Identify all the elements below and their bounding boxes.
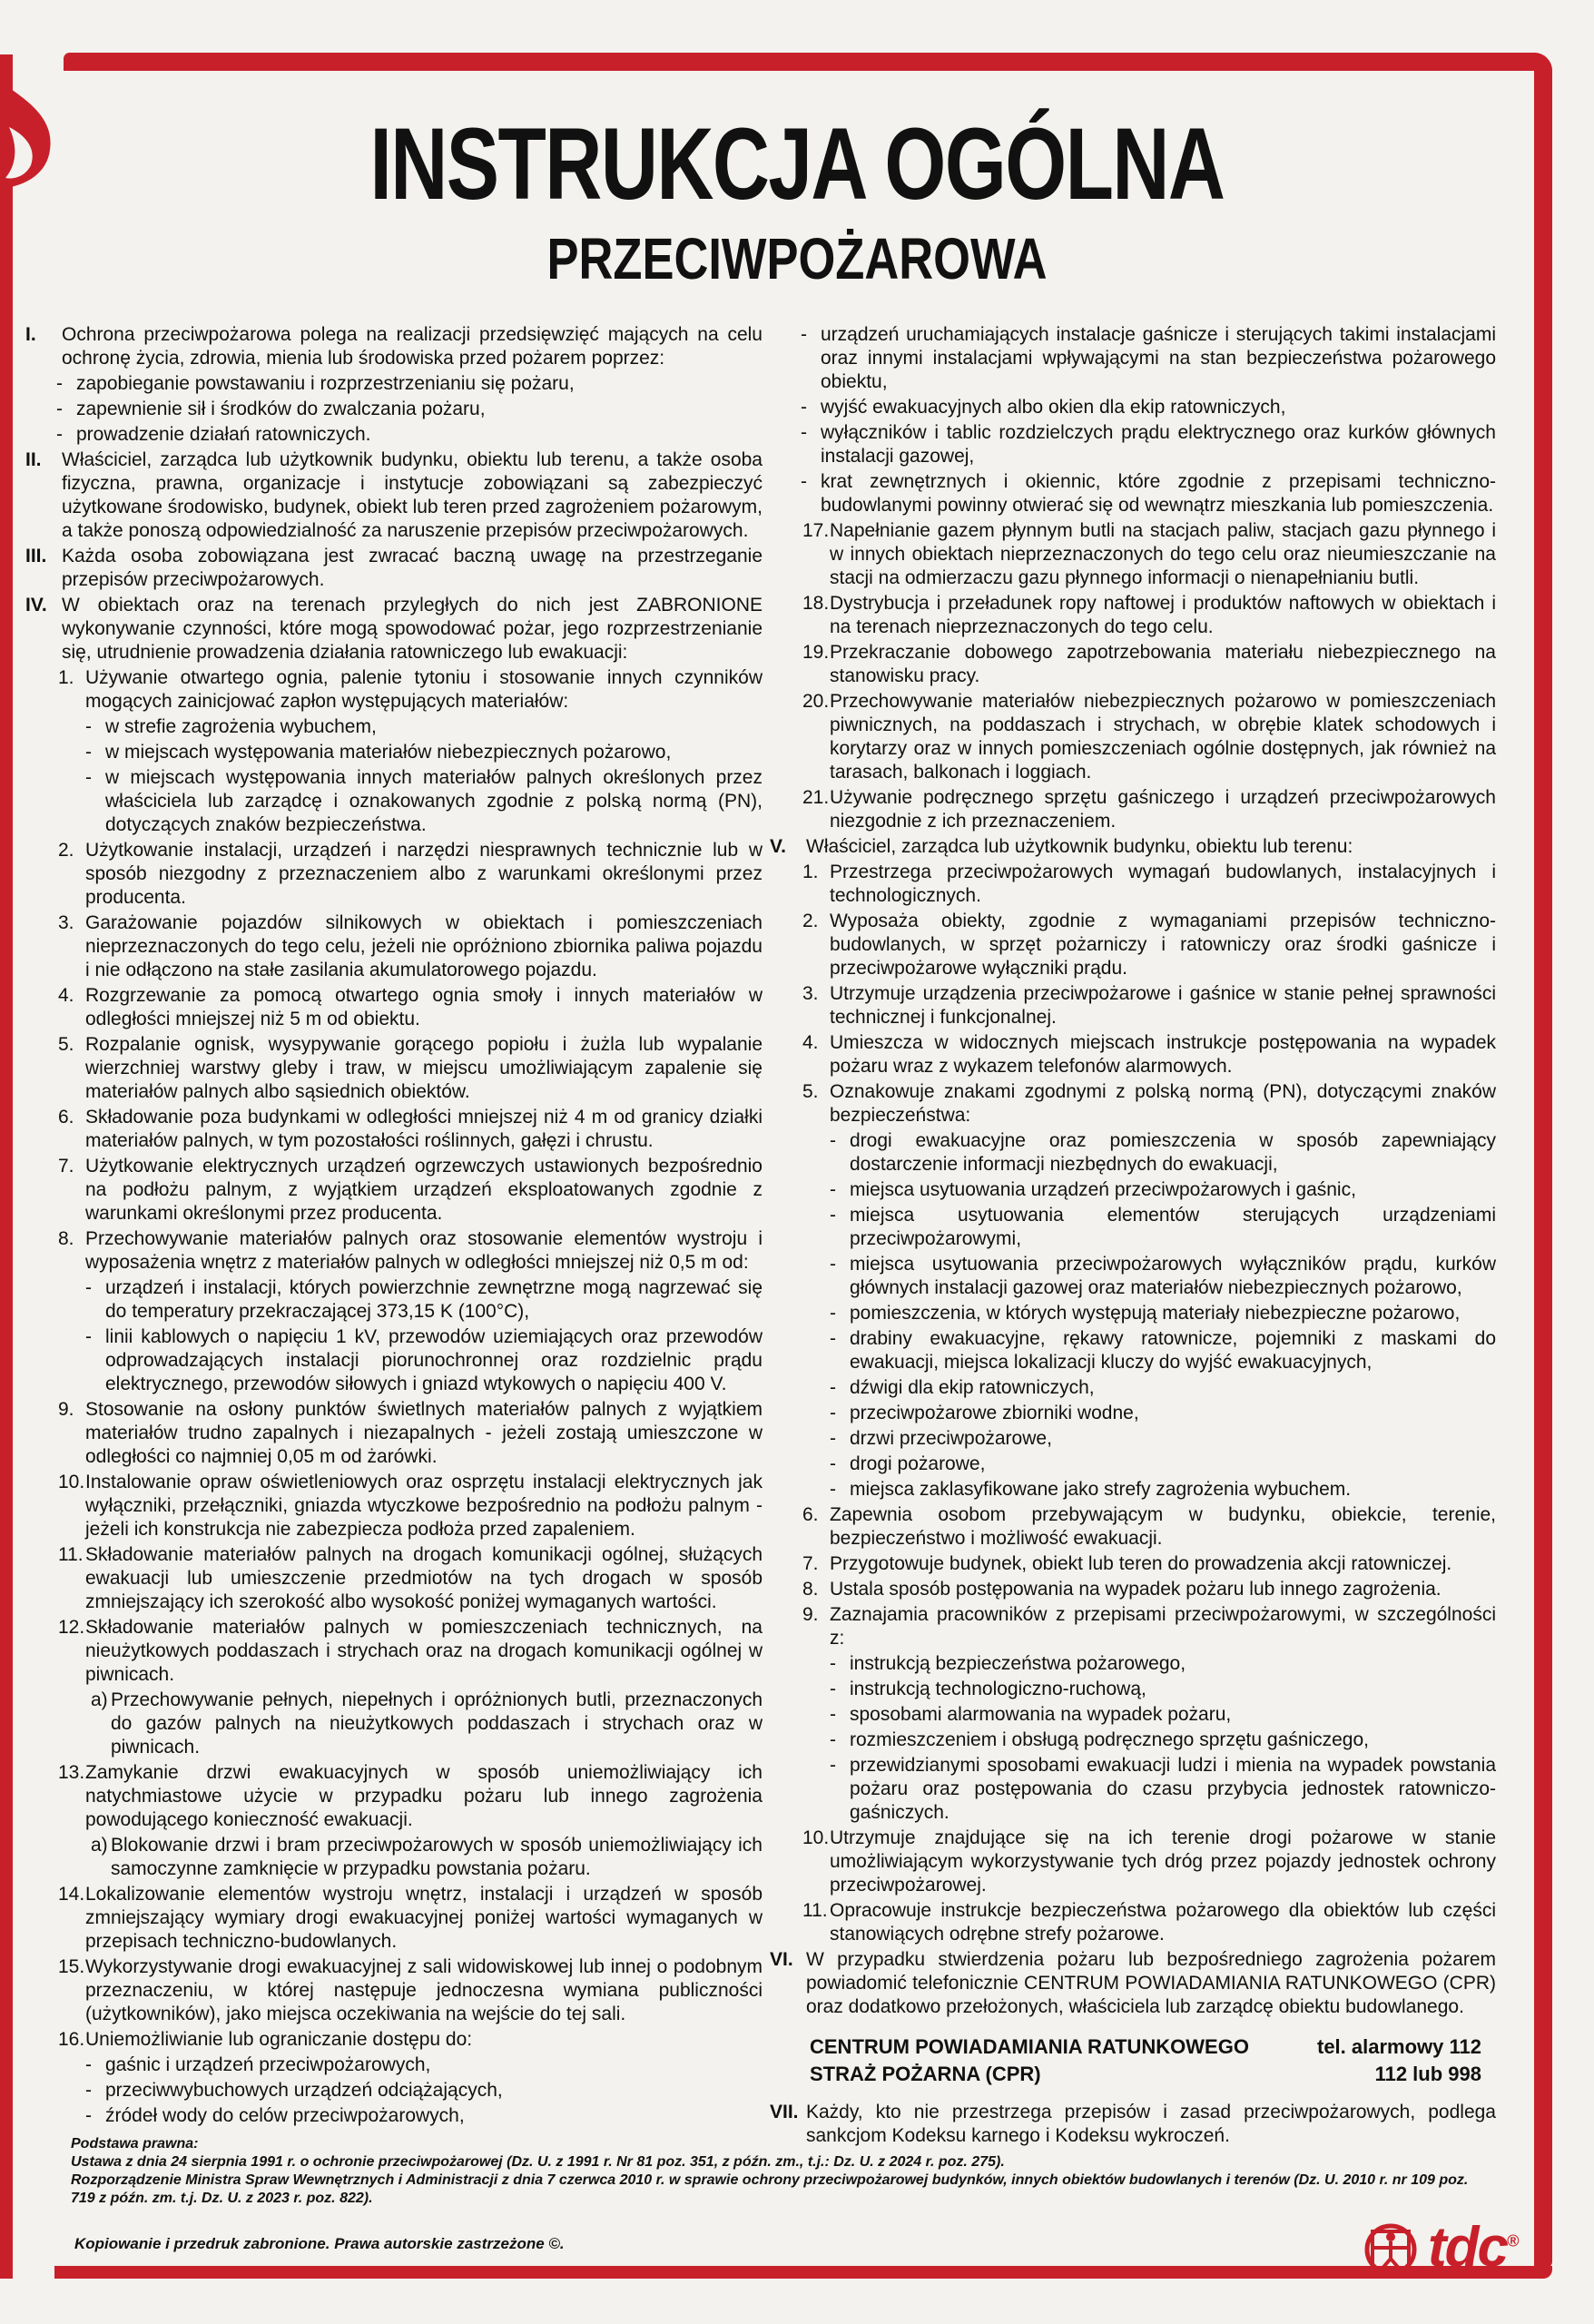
left-item — [25, 1883, 763, 1954]
item-number: 10. — [802, 1827, 830, 1848]
fire-row — [810, 2061, 1481, 2088]
flame-icon — [0, 64, 64, 191]
item-number: 16. — [58, 2029, 85, 2050]
red-frame-bottom — [54, 2266, 1552, 2279]
item-number: - — [801, 397, 807, 418]
registered-mark: ® — [1507, 2231, 1518, 2250]
item-number: 8. — [58, 1228, 74, 1249]
left-item — [25, 2053, 763, 2077]
item-number: - — [830, 1179, 836, 1200]
item-number: V. — [770, 836, 786, 857]
left-item — [25, 2028, 763, 2052]
right-item — [770, 1452, 1496, 1476]
item-number: 2. — [58, 840, 74, 861]
item-text: w miejscach występowania materiałów niebezpiecznych pożarowo, — [105, 742, 672, 763]
item-text: Dystrybucja i przeładunek ropy naftowej i produktów naftowych w obiektach i na terenach nieprzeznaczonych do tego celu. — [830, 593, 1496, 637]
item-text: Napełnianie gazem płynnym butli na stacjach paliw, stacjach gazu płynnego i w innych obiektach nieprzeznaczonych do tego celu oraz nieumieszczanie na stacji na odmierzaczu gazu płynnego informacji o nienapełnianiu butli. — [830, 520, 1496, 588]
right-item — [770, 1253, 1496, 1300]
right-item — [770, 1728, 1496, 1752]
item-number: - — [85, 2054, 92, 2075]
item-text: w miejscach występowania innych materiałów palnych określonych przez właściciela lub zarządcę i oznakowanych zgodnie z polską normą (PN), dotyczących znaków bezpieczeństwa. — [105, 767, 763, 835]
item-text: Właściciel, zarządca lub użytkownik budynku, obiektu lub terenu: — [806, 836, 1353, 857]
item-number: - — [830, 1653, 836, 1674]
right-item — [770, 835, 1496, 859]
item-text: zapewnienie sił i środków do zwalczania pożaru, — [76, 399, 486, 419]
item-text: instrukcją technologiczno-ruchową, — [850, 1679, 1146, 1699]
item-number: - — [830, 1428, 836, 1449]
item-text: Umieszcza w widocznych miejscach instrukcje postępowania na wypadek pożaru wraz z wykazem telefonów alarmowych. — [830, 1032, 1496, 1077]
item-number: 11. — [58, 1544, 84, 1565]
left-item — [25, 1276, 763, 1324]
item-number: - — [801, 471, 807, 492]
item-text: Utrzymuje urządzenia przeciwpożarowe i gaśnice w stanie pełnej sprawności technicznej i funkcjonalnej. — [830, 983, 1496, 1028]
left-item — [25, 2104, 763, 2128]
copyright-footer: Kopiowanie i przedruk zabronione. Prawa autorskie zastrzeżone ©. — [74, 2235, 565, 2252]
red-frame-top — [64, 53, 1552, 71]
item-text: Składowanie materiałów palnych w pomieszczeniach technicznych, na nieużytkowych poddaszach i strychach oraz na drogach komunikacji ogólnej w piwnicach. — [85, 1617, 763, 1685]
right-item — [770, 641, 1496, 688]
right-item — [770, 690, 1496, 784]
item-text: Przechowywanie materiałów palnych oraz stosowanie elementów wystroju i wyposażenia wnętrz z materiałów palnych w odległości mniejszej niż 0,5 m od: — [85, 1228, 763, 1273]
item-text: W przypadku stwierdzenia pożaru lub bezpośredniego zagrożenia pożarem powiadomić telefonicznie CENTRUM POWIADAMIANIA RATUNKOWEGO (CPR) oraz dodatkowo przełożonych, właściciela lub zarządcę obiektu budowlanego. — [806, 1949, 1496, 2017]
left-item — [25, 594, 763, 665]
item-number: 6. — [802, 1504, 819, 1525]
item-number: IV. — [25, 595, 47, 615]
right-column — [770, 323, 1496, 2150]
right-item — [770, 1129, 1496, 1177]
item-text: Zamykanie drzwi ewakuacyjnych w sposób uniemożliwiający ich natychmiastowe użycie w przypadku pożaru lub innego zagrożenia powodującego konieczność ewakuacji. — [85, 1762, 763, 1830]
left-item — [25, 1616, 763, 1687]
item-text: Blokowanie drzwi i bram przeciwpożarowych w sposób uniemożliwiający ich samoczynne zamknięcie w przypadku powstania pożaru. — [111, 1835, 763, 1879]
item-number: VI. — [770, 1949, 793, 1970]
item-number: 14. — [58, 1884, 85, 1905]
item-number: 12. — [58, 1617, 85, 1638]
item-number: 3. — [58, 912, 74, 933]
item-text: W obiektach oraz na terenach przyległych do nich jest ZABRONIONE wykonywanie czynności, które mogą spowodować pożar, jego rozprzestrzenianie się, utrudnienie prowadzenia działania ratowniczego lub ewakuacji: — [62, 595, 763, 663]
item-number: 11. — [802, 1900, 828, 1921]
right-item — [770, 1080, 1496, 1128]
right-item — [770, 982, 1496, 1029]
item-text: przeciwwybuchowych urządzeń odciążających, — [105, 2080, 503, 2101]
item-text: linii kablowych o napięciu 1 kV, przewodów uziemiających oraz przewodów odprowadzających instalacji piorunochronnej oraz rozdzielnic prądu elektrycznego, przewodów siłowych i gniazd wtykowych o napięciu 400 V. — [105, 1326, 763, 1394]
right-item — [770, 1578, 1496, 1601]
page-title: INSTRUKCJA OGÓLNA — [369, 107, 1225, 221]
right-item — [770, 1899, 1496, 1946]
item-text: Używanie podręcznego sprzętu gaśniczego i urządzeń przeciwpożarowych niezgodnie z ich przeznaczeniem. — [830, 787, 1496, 832]
item-number: - — [830, 1679, 836, 1699]
item-number: 13. — [58, 1762, 85, 1783]
left-item — [25, 1227, 763, 1275]
right-item — [770, 421, 1496, 468]
item-text: Każda osoba zobowiązana jest zwracać baczną uwagę na przestrzeganie przepisów przeciwpożarowych. — [62, 546, 763, 590]
left-item — [25, 666, 763, 714]
right-item — [770, 1327, 1496, 1374]
left-item — [25, 984, 763, 1031]
item-number: - — [56, 373, 63, 394]
fire-label: STRAŻ POŻARNA (CPR) — [810, 2063, 1041, 2085]
right-item — [770, 1204, 1496, 1251]
item-number: - — [830, 1704, 836, 1725]
legal-basis — [71, 2135, 1496, 2208]
item-text: Przestrzega przeciwpożarowych wymagań budowlanych, instalacyjnych i technologicznych. — [830, 862, 1496, 906]
item-number: - — [56, 424, 63, 445]
item-text: rozmieszczeniem i obsługą podręcznego sprzętu gaśniczego, — [850, 1729, 1369, 1750]
left-item — [25, 372, 763, 396]
item-number: 20. — [802, 691, 830, 712]
left-item — [25, 839, 763, 910]
item-text: Utrzymuje znajdujące się na ich terenie drogi pożarowe w stanie umożliwiającym wykorzystywanie tych dróg przez pojazdy jednostek ochrony przeciwpożarowej. — [830, 1827, 1496, 1896]
item-text: Zapewnia osobom przebywającym w budynku, obiekcie, terenie, bezpieczeństwo i możliwość ewakuacji. — [830, 1504, 1496, 1549]
legal-basis-line2: Rozporządzenie Ministra Spraw Wewnętrznych i Administracji z dnia 7 czerwca 2010 r. w sprawie ochrony przeciwpożarowej budynków, innych obiektów budowlanych i terenów (Dz. U. 2010 r. nr 109 poz. 719 z późn. zm. t.j. Dz. U. z 2023 r. poz. 822). — [71, 2172, 1469, 2206]
right-item — [770, 1603, 1496, 1650]
left-item — [25, 423, 763, 447]
fire-phone: 112 lub 998 — [1374, 2063, 1481, 2085]
item-number: - — [830, 1377, 836, 1398]
item-text: źródeł wody do celów przeciwpożarowych, — [105, 2105, 465, 2126]
tdc-logo — [1428, 2215, 1517, 2280]
red-frame-right — [1534, 53, 1552, 2268]
item-text: Przygotowuje budynek, obiekt lub teren do prowadzenia akcji ratowniczej. — [830, 1553, 1452, 1574]
item-text: drogi ewakuacyjne oraz pomieszczenia w sposób zapewniający dostarczenie informacji niezbędnych do ewakuacji, — [850, 1130, 1496, 1175]
left-item — [25, 1543, 763, 1614]
item-text: w strefie zagrożenia wybuchem, — [105, 716, 377, 737]
item-number: 17. — [802, 520, 830, 541]
page-subtitle: PRZECIWPOŻAROWA — [546, 226, 1048, 291]
item-number: 19. — [802, 642, 830, 663]
item-text: Przechowywanie pełnych, niepełnych i opróżnionych butli, przeznaczonych do gazów palnych na nieużytkowych poddaszach i strychach oraz w piwnicach. — [111, 1689, 763, 1758]
item-text: dźwigi dla ekip ratowniczych, — [850, 1377, 1095, 1398]
item-text: drabiny ewakuacyjne, rękawy ratownicze, pojemniki z maskami do ewakuacji, miejsca lokalizacji kluczy do wyjść ewakuacyjnych, — [850, 1328, 1496, 1373]
item-number: 4. — [802, 1032, 819, 1053]
item-text: Użytkowanie elektrycznych urządzeń ogrzewczych ustawionych bezpośrednio na podłożu palnym, z wyjątkiem urządzeń eksploatowanych zgodnie z warunkami określonymi przez producenta. — [85, 1156, 763, 1224]
item-text: wyjść ewakuacyjnych albo okien dla ekip ratowniczych, — [821, 397, 1286, 418]
cpr-row — [810, 2034, 1481, 2061]
item-number: - — [830, 1755, 836, 1776]
right-item — [770, 1376, 1496, 1400]
item-number: 9. — [58, 1399, 74, 1420]
right-item — [770, 1703, 1496, 1727]
item-number: - — [85, 1277, 92, 1298]
item-text: zapobieganie powstawaniu i rozprzestrzenianiu się pożaru, — [76, 373, 575, 394]
item-number: - — [85, 742, 92, 763]
item-number: 7. — [802, 1553, 819, 1574]
item-number: 15. — [58, 1956, 85, 1977]
right-item — [770, 1552, 1496, 1576]
right-item — [770, 1031, 1496, 1078]
left-item — [25, 715, 763, 739]
item-number: 10. — [58, 1472, 85, 1492]
item-number: - — [85, 2105, 92, 2126]
item-text: pomieszczenia, w których występują materiały niebezpieczne pożarowo, — [850, 1303, 1461, 1324]
left-item — [25, 911, 763, 982]
right-item — [770, 1178, 1496, 1202]
section-vii-text: Każdy, kto nie przestrzega przepisów i zasad przeciwpożarowych, podlega sankcjom Kodeksu karnego i Kodeksu wykroczeń. — [806, 2102, 1496, 2146]
item-text: przewidzianymi sposobami ewakuacji ludzi i mienia na wypadek powstania pożaru oraz postępowania do czasu przybycia jednostek ratowniczo-gaśniczych. — [850, 1755, 1496, 1823]
item-number: I. — [25, 324, 36, 345]
item-text: urządzeń uruchamiających instalacje gaśnicze i sterujących takimi instalacjami oraz innymi instalacjami wpływającymi na stan bezpieczeństwa pożarowego obiektu, — [821, 324, 1496, 392]
left-item — [25, 1955, 763, 2026]
right-item — [770, 1402, 1496, 1425]
item-text: Przechowywanie materiałów niebezpiecznych pożarowo w pomieszczeniach piwnicznych, na poddaszach i strychach, w obrębie klatek schodowych i korytarzy oraz w innych pomieszczeniach ogólnie dostępnych, jak również na tarasach, balkonach i loggiach. — [830, 691, 1496, 783]
item-number: 7. — [58, 1156, 74, 1177]
item-text: Rozpalanie ognisk, wysypywanie gorącego popiołu i żużla lub wypalanie wierzchniej warstwy gleby i traw, w miejscu umożliwiającym zapalenie się materiałów palnych albo sąsiednich obiektów. — [85, 1034, 763, 1102]
item-text: drogi pożarowe, — [850, 1453, 986, 1474]
item-number: - — [830, 1479, 836, 1500]
item-text: Wyposaża obiekty, zgodnie z wymaganiami przepisów techniczno-budowlanych, w sprzęt pożarniczy i ratowniczy oraz środki gaśnicze i przeciwpożarowe wyłączniki prądu. — [830, 911, 1496, 979]
item-text: Przekraczanie dobowego zapotrzebowania materiału niebezpiecznego na stanowisku pracy. — [830, 642, 1496, 686]
item-text: instrukcją bezpieczeństwa pożarowego, — [850, 1653, 1186, 1674]
right-item — [770, 396, 1496, 419]
item-number: - — [830, 1303, 836, 1324]
item-text: Właściciel, zarządca lub użytkownik budynku, obiektu lub terenu, a także osoba fizyczna, prawna, organizacje i instytucje zobowiązani są zabezpieczyć użytkowane środowisko, budynek, obiekt lub teren przed zagrożeniem pożarowym, a także ponoszą odpowiedzialność za naruszenie przepisów przeciwpożarowych. — [62, 449, 763, 541]
item-number: - — [830, 1403, 836, 1423]
item-number: 8. — [802, 1579, 819, 1600]
cpr-label: CENTRUM POWIADAMIANIA RATUNKOWEGO — [810, 2035, 1249, 2058]
item-number: II. — [25, 449, 42, 470]
right-item — [770, 1827, 1496, 1897]
item-number: - — [830, 1453, 836, 1474]
item-text: miejsca usytuowania przeciwpożarowych wyłączników prądu, kurków głównych instalacji gazowej oraz materiałów niebezpiecznych pożarowo, — [850, 1254, 1496, 1298]
red-frame-left — [0, 54, 13, 2279]
item-text: miejsca usytuowania urządzeń przeciwpożarowych i gaśnic, — [850, 1179, 1356, 1200]
item-text: prowadzenie działań ratowniczych. — [76, 424, 371, 445]
item-text: Używanie otwartego ognia, palenie tytoniu i stosowanie innych czynników mogących zainicjować zapłon występujących materiałów: — [85, 667, 763, 712]
left-item — [25, 1325, 763, 1396]
right-item — [770, 1754, 1496, 1825]
left-item — [25, 545, 763, 592]
item-number: 5. — [58, 1034, 74, 1055]
item-text: Rozgrzewanie za pomocą otwartego ognia smoły i innych materiałów w odległości mniejszej niż 5 m od obiektu. — [85, 985, 763, 1029]
item-text: sposobami alarmowania na wypadek pożaru, — [850, 1704, 1232, 1725]
item-text: miejsca usytuowania elementów sterujących urządzeniami przeciwpożarowymi, — [850, 1205, 1496, 1249]
item-text: Ustala sposób postępowania na wypadek pożaru lub innego zagrożenia. — [830, 1579, 1441, 1600]
cpr-phone: tel. alarmowy 112 — [1317, 2035, 1481, 2058]
item-number: - — [830, 1328, 836, 1349]
item-number: - — [801, 422, 807, 443]
right-item — [770, 519, 1496, 590]
item-text: Lokalizowanie elementów wystroju wnętrz, instalacji i urządzeń w sposób zmniejszający wymiary drogi ewakuacyjnej poniżej wartości wymaganych w przepisach techniczno-budowlanych. — [85, 1884, 763, 1952]
item-text: przeciwpożarowe zbiorniki wodne, — [850, 1403, 1139, 1423]
item-number: 3. — [802, 983, 819, 1004]
left-item — [25, 1398, 763, 1469]
section-vii-number: VII. — [770, 2102, 799, 2122]
item-text: urządzeń i instalacji, których powierzchnie zewnętrzne mogą nagrzewać się do temperatury przekraczającej 373,15 K (100°C), — [105, 1277, 763, 1322]
item-number: - — [801, 324, 807, 345]
item-text: Stosowanie na osłony punktów świetlnych materiałów palnych z wyjątkiem materiałów trudno zapalnych i niezapalnych - jeżeli zostają umieszczone w odległości co najmniej 0,05 m od żarówki. — [85, 1399, 763, 1467]
item-text: Garażowanie pojazdów silnikowych w obiektach i pomieszczeniach nieprzeznaczonych do tego celu, jeżeli nie opróżniono zbiornika paliwa pojazdu i nie odłączono na stałe zasilania akumulatorowego pojazdu. — [85, 912, 763, 980]
item-number: 2. — [802, 911, 819, 931]
item-number: 9. — [802, 1604, 819, 1625]
item-text: Oznakowuje znakami zgodnymi z polską normą (PN), dotyczącymi znaków bezpieczeństwa: — [830, 1081, 1496, 1126]
item-number: - — [830, 1205, 836, 1226]
right-column-items — [770, 323, 1496, 2019]
left-item — [25, 398, 763, 421]
item-text: Składowanie poza budynkami w odległości mniejszej niż 4 m od granicy działki materiałów palnych, w tym pozostałości roślinnych, gałęzi i chrustu. — [85, 1107, 763, 1151]
right-item — [770, 786, 1496, 833]
item-text: Uniemożliwianie lub ograniczanie dostępu do: — [85, 2029, 473, 2050]
item-number: - — [830, 1729, 836, 1750]
item-number: - — [56, 399, 63, 419]
item-text: Użytkowanie instalacji, urządzeń i narzędzi niesprawnych technicznie lub w sposób niezgodny z przeznaczeniem albo z warunkami określonymi przez producenta. — [85, 840, 763, 908]
right-item — [770, 1948, 1496, 2019]
item-number: a) — [91, 1835, 108, 1856]
left-column — [25, 323, 763, 2130]
left-item — [25, 1033, 763, 1104]
item-number: 4. — [58, 985, 74, 1006]
item-number: - — [85, 1326, 92, 1347]
left-item — [25, 1834, 763, 1881]
item-number: 21. — [802, 787, 830, 808]
legal-basis-label: Podstawa prawna: — [71, 2136, 199, 2152]
item-number: - — [85, 767, 92, 788]
item-text: drzwi przeciwpożarowe, — [850, 1428, 1052, 1449]
right-item — [770, 323, 1496, 394]
item-number: 18. — [802, 593, 830, 614]
left-item — [25, 1106, 763, 1153]
left-item — [25, 2079, 763, 2102]
right-item — [770, 1678, 1496, 1701]
item-number: 1. — [58, 667, 74, 688]
item-text: Zaznajamia pracowników z przepisami przeciwpożarowymi, w szczególności z: — [830, 1604, 1496, 1649]
right-item — [770, 592, 1496, 639]
tdc-logo-text: tdc — [1428, 2216, 1507, 2279]
item-number: - — [830, 1254, 836, 1275]
item-text: Składowanie materiałów palnych na drogach komunikacji ogólnej, służących ewakuacji lub umieszczenie przedmiotów na tych drogach w sposób zmniejszający ich szerokość albo wysokość poniżej wymaganych wartości. — [85, 1544, 763, 1612]
item-number: - — [85, 716, 92, 737]
right-item — [770, 1503, 1496, 1551]
left-item — [25, 741, 763, 764]
left-item — [25, 766, 763, 837]
legal-basis-line1: Ustawa z dnia 24 sierpnia 1991 r. o ochronie przeciwpożarowej (Dz. U. z 1991 r. Nr 81 poz. 351, z późn. zm., t.j.: Dz. U. z 2024 r. poz. 275). — [71, 2154, 1005, 2170]
item-text: Wykorzystywanie drogi ewakuacyjnej z sali widowiskowej lub innej o podobnym przeznaczeniu, w której następuje jednoczesna wymiana publiczności (użytkowników), jako miejsca oczekiwania na wejście do tej sali. — [85, 1956, 763, 2024]
item-number: - — [85, 2080, 92, 2101]
item-number: a) — [91, 1689, 108, 1710]
right-item — [770, 1478, 1496, 1502]
left-item — [25, 1155, 763, 1226]
item-number: 6. — [58, 1107, 74, 1128]
item-text: Opracowuje instrukcje bezpieczeństwa pożarowego dla obiektów lub części stanowiących odrębne strefy pożarowe. — [830, 1900, 1496, 1945]
left-item — [25, 448, 763, 543]
right-item — [770, 910, 1496, 980]
item-number: III. — [25, 546, 47, 566]
item-number: 5. — [802, 1081, 819, 1102]
item-text: gaśnic i urządzeń przeciwpożarowych, — [105, 2054, 431, 2075]
item-text: miejsca zaklasyfikowane jako strefy zagrożenia wybuchem. — [850, 1479, 1352, 1500]
right-item — [770, 861, 1496, 908]
item-number: - — [830, 1130, 836, 1151]
item-text: Ochrona przeciwpożarowa polega na realizacji przedsięwzięć mających na celu ochronę życia, zdrowia, mienia lub środowiska przed pożarem poprzez: — [62, 324, 763, 369]
item-text: wyłączników i tablic rozdzielczych prądu elektrycznego oraz kurków głównych instalacji gazowej, — [821, 422, 1496, 467]
left-item — [25, 1471, 763, 1541]
left-item — [25, 1689, 763, 1759]
emergency-numbers — [810, 2034, 1496, 2088]
left-item — [25, 1761, 763, 1832]
item-number: 1. — [802, 862, 819, 882]
right-item — [770, 1652, 1496, 1676]
item-text: Instalowanie opraw oświetleniowych oraz osprzętu instalacji elektrycznych jak wyłączniki, przełączniki, gniazda wtyczkowe bezpośrednio na podłożu palnym - jeżeli ich konstrukcja nie zabezpiecza podłoża przed zapaleniem. — [85, 1472, 763, 1540]
left-item — [25, 323, 763, 370]
right-item — [770, 1302, 1496, 1325]
item-text: krat zewnętrznych i okiennic, które zgodnie z przepisami techniczno-budowlanymi powinny otwierać się od wewnątrz mieszkania lub pomieszczenia. — [821, 471, 1496, 516]
right-item — [770, 470, 1496, 517]
right-item — [770, 1427, 1496, 1451]
